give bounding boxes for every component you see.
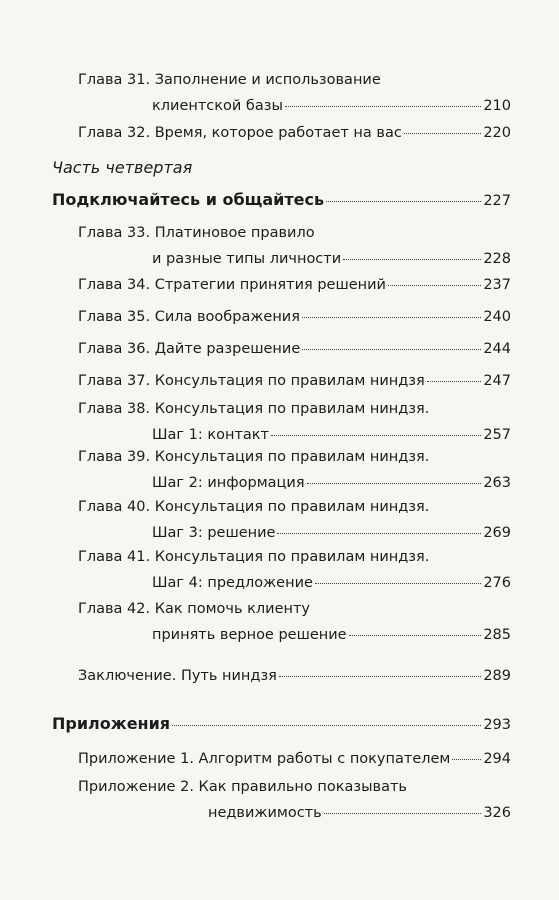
page-number: 237 <box>483 277 511 293</box>
page-number: 293 <box>483 717 511 733</box>
dot-leader <box>388 284 481 286</box>
toc-entry-ch35[interactable] <box>78 304 511 330</box>
toc-entry-ch41[interactable] <box>78 544 511 596</box>
dot-leader <box>307 482 482 484</box>
toc-entry-ch32[interactable] <box>78 120 511 146</box>
dot-leader <box>279 675 481 677</box>
toc-entry-app2[interactable] <box>78 774 511 826</box>
toc-entry-ch31[interactable] <box>78 67 511 119</box>
dot-leader <box>343 258 481 260</box>
toc-entry-appendices[interactable] <box>52 711 511 738</box>
toc-entry-title-cont: недвижимость <box>208 805 322 821</box>
dot-leader <box>315 582 481 584</box>
dot-leader <box>302 348 481 350</box>
toc-entry-title: Глава 39. Консультация по правилам ниндзя. <box>78 449 430 465</box>
part-heading: Часть четвертая <box>52 158 193 177</box>
dot-leader <box>349 634 482 636</box>
toc-entry-conclusion[interactable] <box>78 663 511 689</box>
section-title: Приложения <box>52 714 171 733</box>
toc-entry-title: Глава 32. Время, которое работает на вас <box>78 125 402 141</box>
page-number: 247 <box>483 373 511 389</box>
dot-leader <box>452 758 481 760</box>
toc-entry-ch38[interactable] <box>78 396 511 448</box>
section-title: Подключайтесь и общайтесь <box>52 190 325 209</box>
toc-entry-ch37[interactable] <box>78 368 511 394</box>
toc-entry-title-cont: Шаг 4: предложение <box>152 575 313 591</box>
toc-entry-title: Глава 40. Консультация по правилам ниндзя. <box>78 499 430 515</box>
toc-entry-title: Глава 34. Стратегии принятия решений <box>78 277 386 293</box>
page-number: 289 <box>483 668 511 684</box>
toc-entry-title-cont: клиентской базы <box>152 98 283 114</box>
page-number: 326 <box>483 805 511 821</box>
toc-entry-title-cont: принять верное решение <box>152 627 347 643</box>
page-number: 228 <box>483 251 511 267</box>
page-number: 210 <box>483 98 511 114</box>
toc-entry-ch40[interactable] <box>78 494 511 546</box>
page-number: 269 <box>483 525 511 541</box>
page-number: 276 <box>483 575 511 591</box>
toc-entry-title-cont: и разные типы личности <box>152 251 342 267</box>
toc-entry-title: Глава 37. Консультация по правилам ниндзя <box>78 373 425 389</box>
toc-entry-title: Глава 42. Как помочь клиенту <box>78 601 311 617</box>
toc-entry-title: Глава 31. Заполнение и использование <box>78 72 381 88</box>
dot-leader <box>324 812 482 814</box>
page-number: 263 <box>483 475 511 491</box>
toc-entry-title-cont: Шаг 2: информация <box>152 475 305 491</box>
toc-entry-title-cont: Шаг 1: контакт <box>152 427 269 443</box>
toc-entry-part4-title[interactable] <box>52 187 511 214</box>
toc-entry-title: Приложение 2. Как правильно показывать <box>78 779 407 795</box>
page-number: 257 <box>483 427 511 443</box>
page-number: 285 <box>483 627 511 643</box>
page-number: 220 <box>483 125 511 141</box>
dot-leader <box>404 132 482 134</box>
page-number: 294 <box>483 751 511 767</box>
dot-leader <box>302 316 481 318</box>
toc-entry-title: Глава 36. Дайте разрешение <box>78 341 301 357</box>
toc-entry-ch42[interactable] <box>78 596 511 648</box>
page-number: 244 <box>483 341 511 357</box>
dot-leader <box>427 380 482 382</box>
toc-entry-ch36[interactable] <box>78 336 511 362</box>
toc-entry-app1[interactable] <box>78 746 511 772</box>
toc-entry-title: Глава 38. Консультация по правилам ниндзя. <box>78 401 430 417</box>
page-number: 240 <box>483 309 511 325</box>
toc-entry-title: Глава 33. Платиновое правило <box>78 225 315 241</box>
toc-entry-ch39[interactable] <box>78 444 511 496</box>
toc-entry-title: Глава 35. Сила воображения <box>78 309 300 325</box>
toc-entry-title: Заключение. Путь ниндзя <box>78 668 277 684</box>
page-number: 227 <box>483 193 511 209</box>
dot-leader <box>277 532 481 534</box>
toc-entry-title: Приложение 1. Алгоритм работы с покупателем <box>78 751 451 767</box>
toc-entry-title: Глава 41. Консультация по правилам ниндзя. <box>78 549 430 565</box>
dot-leader <box>172 724 481 726</box>
toc-entry-ch33[interactable] <box>78 220 511 272</box>
dot-leader <box>285 105 481 107</box>
dot-leader <box>271 434 481 436</box>
toc-entry-ch34[interactable] <box>78 272 511 298</box>
dot-leader <box>326 200 481 202</box>
toc-entry-title-cont: Шаг 3: решение <box>152 525 276 541</box>
